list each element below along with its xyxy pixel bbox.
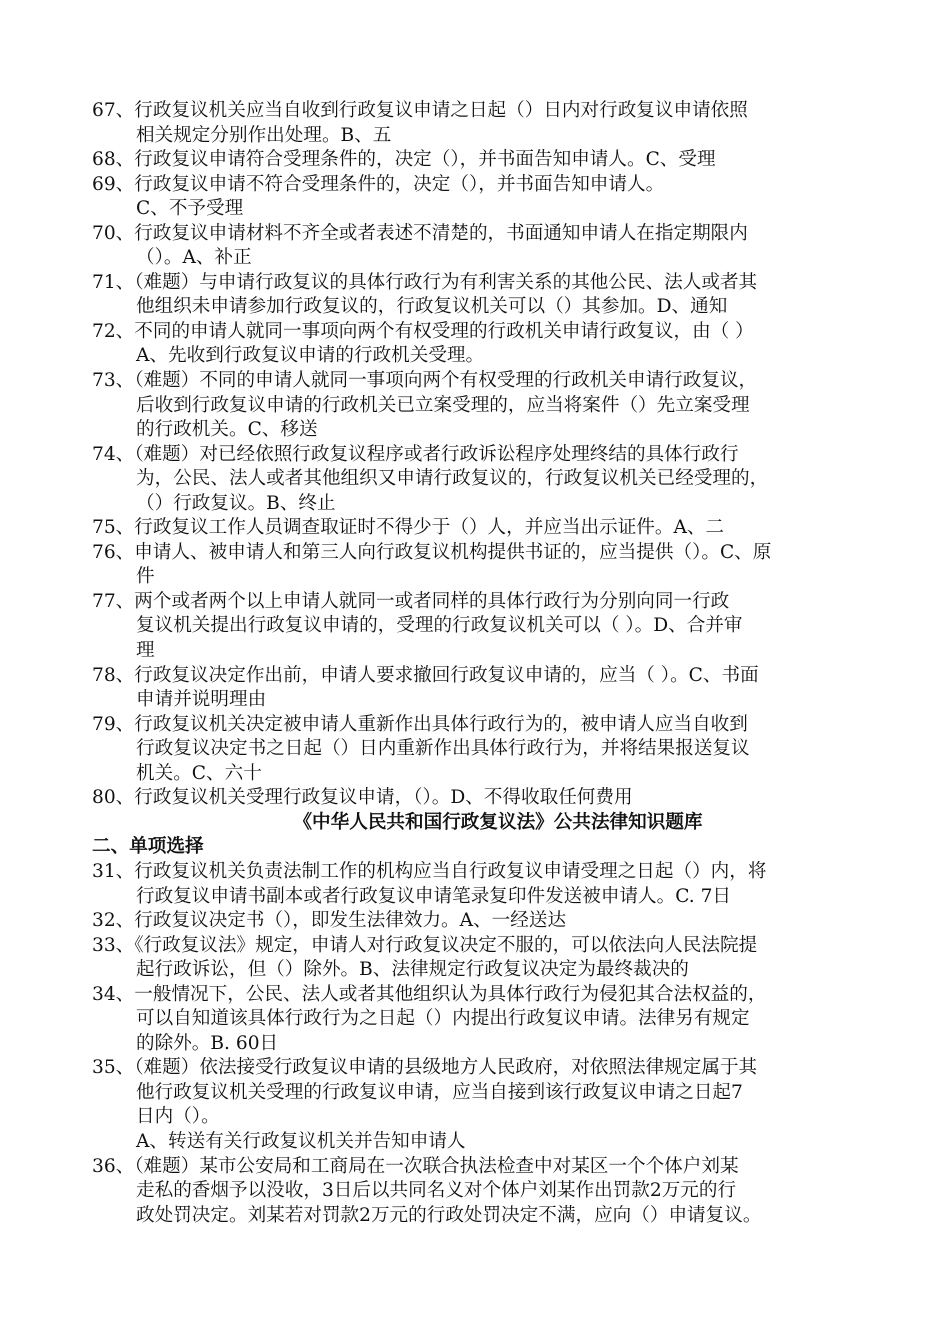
question-73-line-2: 后收到行政复议申请的行政机关已立案受理的，应当将案件（）先立案受理 [136, 394, 750, 416]
question-67-line-2: 相关规定分别作出处理。B、五 [136, 124, 392, 146]
question-78-line-2: 申请并说明理由 [136, 689, 267, 711]
question-70-line-1: 70、行政复议申请材料不齐全或者表述不清楚的，书面通知申请人在指定期限内 [92, 222, 748, 244]
question-35-line-1: 35、（难题）依法接受行政复议申请的县级地方人民政府，对依照法律规定属于其 [92, 1057, 758, 1079]
document-body [92, 99, 864, 1228]
question-34-line-2: 可以自知道该具体行政行为之日起（）内提出行政复议申请。法律另有规定 [136, 1008, 750, 1030]
question-73-line-3: 的行政机关。C、移送 [136, 419, 318, 441]
question-72-line-2: A、先收到行政复议申请的行政机关受理。 [136, 345, 485, 367]
question-72-line-1: 72、不同的申请人就同一事项向两个有权受理的行政机关申请行政复议，由（ ） [92, 320, 754, 342]
question-73-line-1: 73、（难题）不同的申请人就同一事项向两个有权受理的行政机关申请行政复议， [92, 370, 758, 392]
question-36-line-3: 政处罚决定。刘某若对罚款2万元的行政处罚决定不满，应向（）申请复议。 [136, 1204, 762, 1226]
question-76-line-2: 件 [136, 566, 155, 588]
question-36-line-1: 36、（难题）某市公安局和工商局在一次联合执法检查中对某区一个个体户刘某 [92, 1155, 739, 1177]
question-31-line-1: 31、行政复议机关负责法制工作的机构应当自行政复议申请受理之日起（）内，将 [92, 860, 767, 882]
question-70-line-2: （）。A、补正 [136, 247, 252, 269]
section-title: 《中华人民共和国行政复议法》公共法律知识题库 [293, 811, 703, 833]
question-75-line-1: 75、行政复议工作人员调查取证时不得少于（）人，并应当出示证件。A、二 [92, 517, 725, 539]
question-79-line-2: 行政复议决定书之日起（）日内重新作出具体行政行为，并将结果报送复议 [136, 738, 750, 760]
question-76-line-1: 76、申请人、被申请人和第三人向行政复议机构提供书证的，应当提供（）。C、原 [92, 541, 772, 563]
section-heading: 二、单项选择 [92, 836, 204, 858]
question-68-line-1: 68、行政复议申请符合受理条件的，决定（），并书面告知申请人。C、受理 [92, 149, 716, 171]
question-77-line-3: 理 [136, 640, 155, 662]
question-78-line-1: 78、行政复议决定作出前，申请人要求撤回行政复议申请的，应当（ ）。C、书面 [92, 664, 759, 686]
question-35-line-3: 日内（）。 [136, 1106, 220, 1128]
question-67-line-1: 67、行政复议机关应当自收到行政复议申请之日起（）日内对行政复议申请依照 [92, 100, 748, 121]
question-79-line-1: 79、行政复议机关决定被申请人重新作出具体行政行为的，被申请人应当自收到 [92, 713, 748, 735]
question-34-line-1: 34、一般情况下，公民、法人或者其他组织认为具体行政行为侵犯其合法权益的， [92, 983, 767, 1005]
question-34-line-3: 的除外。B. 60日 [136, 1032, 279, 1054]
question-80-line-1: 80、行政复议机关受理行政复议申请，（）。D、不得收取任何费用 [92, 787, 633, 809]
question-36-line-2: 走私的香烟予以没收，3日后以共同名义对个体户刘某作出罚款2万元的行 [136, 1180, 737, 1202]
question-71-line-1: 71、（难题）与申请行政复议的具体行政行为有利害关系的其他公民、法人或者其 [92, 271, 758, 293]
question-69-line-2: C、不予受理 [136, 198, 244, 220]
question-79-line-3: 机关。C、六十 [136, 762, 262, 784]
question-35-line-2: 他行政复议机关受理的行政复议申请，应当自接到该行政复议申请之日起7 [136, 1081, 743, 1103]
question-74-line-2: 为，公民、法人或者其他组织又申请行政复议的，行政复议机关已经受理的， [136, 468, 769, 490]
question-77-line-1: 77、两个或者两个以上申请人就同一或者同样的具体行政行为分别向同一行政 [92, 590, 730, 612]
question-69-line-1: 69、行政复议申请不符合受理条件的，决定（），并书面告知申请人。 [92, 173, 665, 195]
question-33-line-1: 33、《行政复议法》规定，申请人对行政复议决定不服的，可以依法向人民法院提 [92, 934, 758, 956]
question-74-line-3: （）行政复议。B、终止 [136, 492, 336, 514]
question-33-line-2: 起行政诉讼，但（）除外。B、法律规定行政复议决定为最终裁决的 [136, 959, 689, 981]
question-71-line-2: 他组织未申请参加行政复议的，行政复议机关可以（）其参加。D、通知 [136, 296, 728, 318]
question-74-line-1: 74、（难题）对已经依照行政复议程序或者行政诉讼程序处理终结的具体行政行 [92, 443, 739, 465]
question-31-line-2: 行政复议申请书副本或者行政复议申请笔录复印件发送被申请人。C. 7日 [136, 885, 732, 907]
question-77-line-2: 复议机关提出行政复议申请的，受理的行政复议机关可以（ ）。D、合并审 [136, 615, 743, 637]
question-35-answer: A、转送有关行政复议机关并告知申请人 [136, 1130, 466, 1152]
question-32-line-1: 32、行政复议决定书（），即发生法律效力。A、一经送达 [92, 910, 567, 932]
